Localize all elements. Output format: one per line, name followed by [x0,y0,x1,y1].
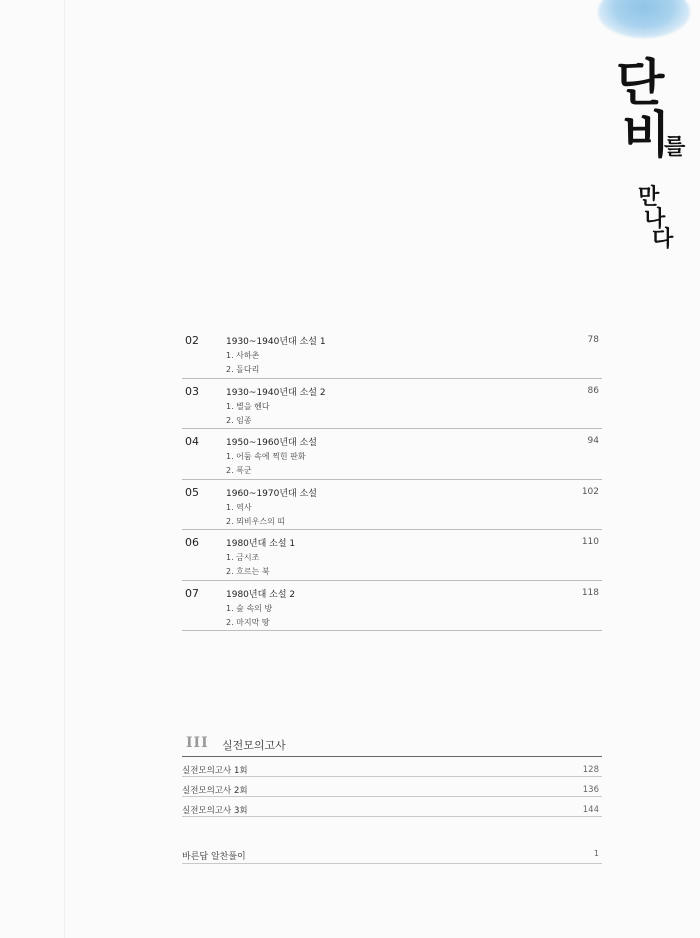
chapter-title: 1960~1970년대 소설 [226,488,317,499]
chapter-title: 1980년대 소설 2 [226,589,296,600]
test-page: 128 [582,765,599,775]
chapter-number: 05 [185,485,199,499]
chapter-item: 1. 사하촌 [226,351,260,360]
test-page: 144 [582,805,599,815]
section-title: 실전모의고사 [222,739,286,752]
watercolor-blob [598,0,690,38]
chapter-page: 94 [587,436,599,446]
chapter-page: 110 [581,537,599,547]
answer-key-label: 바른답 알찬풀이 [182,852,246,862]
chapter-item: 1. 숲 속의 방 [226,603,273,613]
chapter-entry[interactable] [182,480,602,531]
test-row[interactable] [182,777,602,797]
chapter-title: 1930~1940년대 소설 2 [226,387,326,398]
chapter-item: 1. 역사 [226,502,252,512]
test-row[interactable] [182,757,602,777]
chapter-item: 2. 뫼비우스의 띠 [226,516,286,526]
section-header [182,736,602,757]
chapter-item: 2. 마지막 땅 [226,617,270,627]
answer-key-page: 1 [593,849,599,858]
chapter-page: 118 [581,587,599,598]
chapter-entry[interactable] [182,328,602,379]
brand-calligraphy [610,53,690,258]
chapter-item: 2. 폭군 [226,466,252,475]
table-of-contents [182,328,602,631]
chapter-page: 102 [581,486,599,497]
calligraphy-char: 만 [638,184,660,210]
chapter-page: 86 [587,385,599,396]
test-label: 실전모의고사 3회 [182,806,248,816]
section-practice-tests [182,736,602,817]
chapter-title: 1950~1960년대 소설 [226,438,317,448]
chapter-number: 03 [185,384,199,398]
chapter-number: 06 [185,536,199,549]
chapter-number: 04 [185,435,199,448]
test-label: 실전모의고사 2회 [182,786,248,796]
answer-key-row[interactable] [182,838,602,864]
test-page: 136 [582,785,599,795]
test-label: 실전모의고사 1회 [182,766,248,776]
chapter-item: 1. 어둠 속에 찍힌 판화 [226,452,306,461]
chapter-item: 1. 별을 헨다 [226,401,270,411]
calligraphy-char: 단 [616,53,665,112]
chapter-number: 07 [185,586,199,600]
chapter-title: 1980년대 소설 1 [226,539,296,549]
calligraphy-char: 를 [664,134,686,160]
chapter-item: 2. 임종 [226,415,252,425]
chapter-number: 02 [185,334,199,347]
page-edge [64,0,65,938]
chapter-item: 2. 돌다리 [226,365,260,374]
test-row[interactable] [182,797,602,817]
calligraphy-char: 다 [652,226,674,252]
chapter-entry[interactable] [182,379,602,430]
calligraphy-char: 나 [644,206,666,232]
chapter-item: 2. 흐르는 북 [226,567,270,576]
chapter-item: 1. 금시조 [226,553,260,562]
section-number: III [186,735,209,751]
chapter-entry[interactable] [182,581,602,632]
calligraphy-char: 비 [622,105,671,164]
chapter-entry[interactable] [182,429,602,480]
chapter-entry[interactable] [182,530,602,581]
chapter-page: 78 [587,335,599,345]
chapter-title: 1930~1940년대 소설 1 [226,337,326,347]
